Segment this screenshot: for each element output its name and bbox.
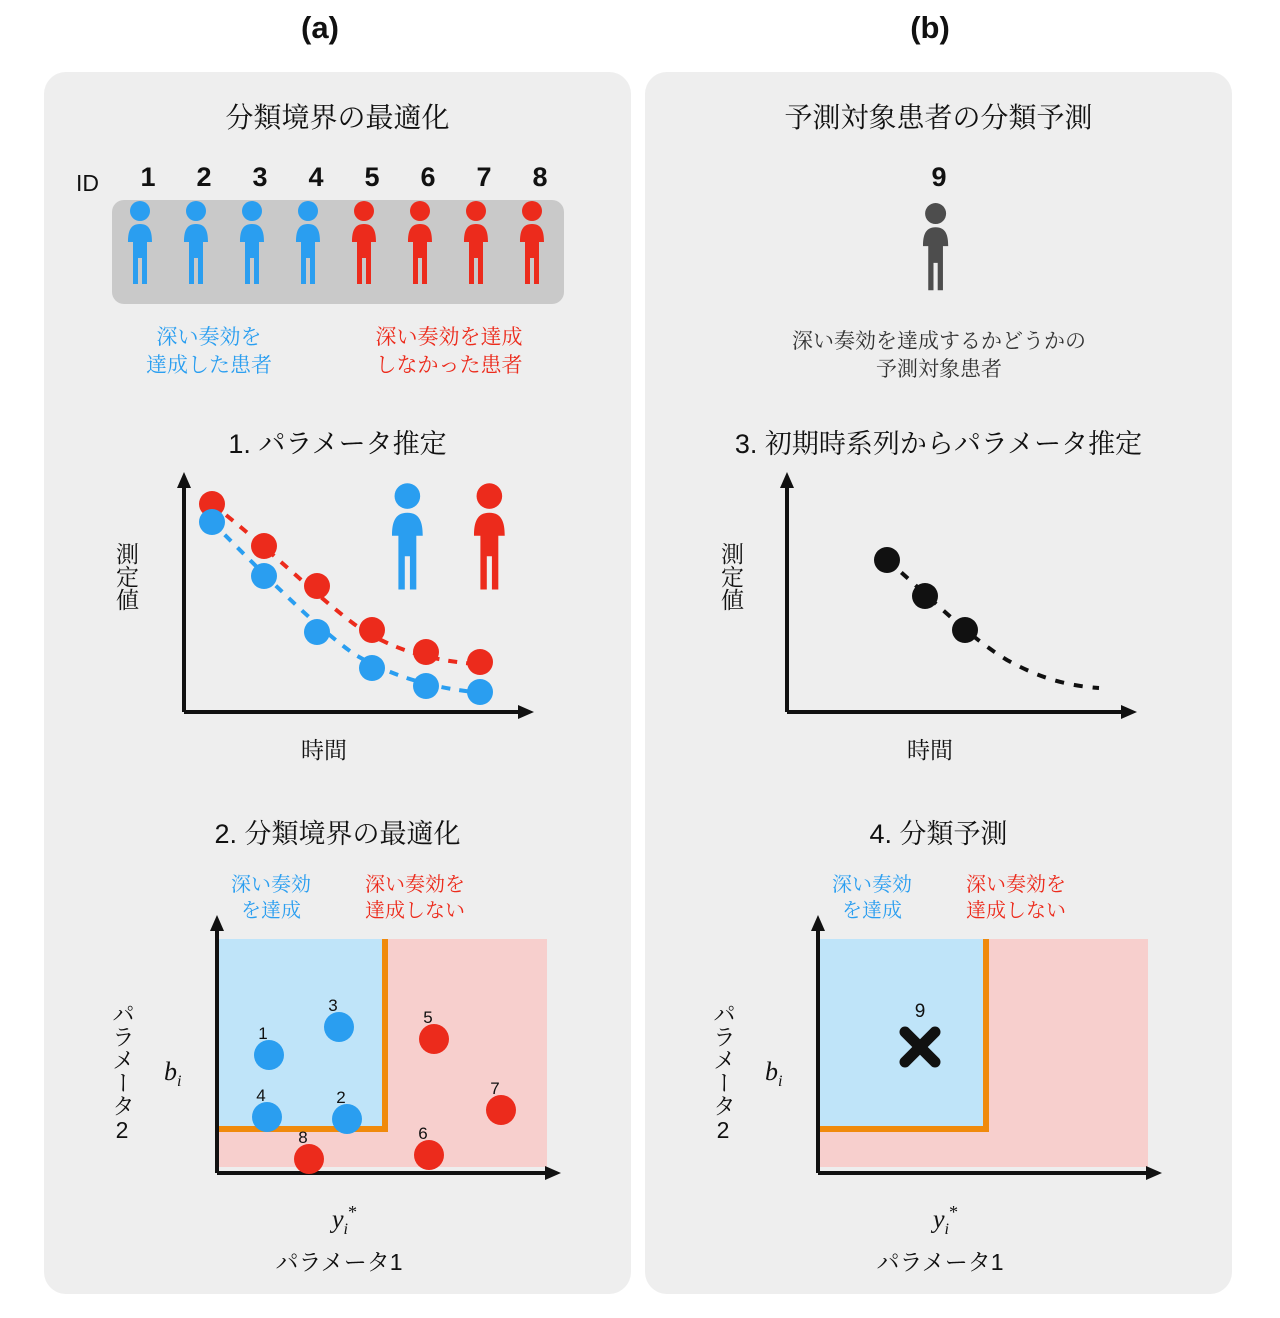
step3-title: 3. 初期時系列からパラメータ推定 <box>734 429 1143 459</box>
step2-title: 2. 分類境界の最適化 <box>214 819 461 849</box>
step4-legend-red <box>941 872 1091 924</box>
step1-title: 1. パラメータ推定 <box>228 429 447 459</box>
svg-text:1: 1 <box>258 1024 268 1043</box>
svg-text:2: 2 <box>336 1088 346 1107</box>
panel-label-b: (b) <box>910 10 950 45</box>
legend-nonresponder-line2: しなかった患者 <box>375 354 523 378</box>
step2-ylabel-math: $b_i$ <box>164 1057 182 1091</box>
legend-nonresponder-line1: 深い奏効を達成 <box>375 326 523 349</box>
step3-ylabel: 測定値 <box>718 542 744 611</box>
legend-prediction-line1: 深い奏効を達成するかどうかの <box>792 330 1086 353</box>
step4-title: 4. 分類予測 <box>869 819 1008 849</box>
step4-legend-blue <box>807 872 937 924</box>
cohort-id-4: 4 <box>308 162 324 192</box>
panel-b-title: 予測対象患者の分類予測 <box>784 102 1093 133</box>
cohort-id-9: 9 <box>931 162 947 192</box>
step1-ylabel: 測定値 <box>113 542 139 611</box>
panel-a-title: 分類境界の最適化 <box>225 102 450 133</box>
svg-text:4: 4 <box>256 1086 266 1105</box>
step2-legend-red-line2: 達成しない <box>365 900 465 922</box>
svg-text:9: 9 <box>914 1001 926 1022</box>
step4-xlabel: パラメータ1 <box>876 1249 1004 1275</box>
panel-label-a: (a) <box>301 10 339 45</box>
svg-text:3: 3 <box>328 996 338 1015</box>
step3-chart <box>757 464 1157 734</box>
step4-legend-blue-line2: を達成 <box>842 900 902 922</box>
step1-xlabel: 時間 <box>301 737 347 763</box>
cohort-id-label: ID <box>76 170 99 196</box>
step2-legend-red-line1: 深い奏効を <box>365 874 465 896</box>
step2-chart <box>199 927 579 1197</box>
legend-prediction-line2: 予測対象患者 <box>876 358 1002 382</box>
svg-text:7: 7 <box>490 1079 500 1098</box>
step2-legend-red <box>340 872 490 924</box>
cohort-people-group <box>110 194 568 306</box>
cohort-id-8: 8 <box>532 162 548 192</box>
svg-text:6: 6 <box>418 1124 428 1143</box>
legend-responder-line1: 深い奏効を <box>156 326 262 349</box>
legend-nonresponder <box>334 324 564 381</box>
step4-chart <box>800 927 1180 1197</box>
cohort-id-6: 6 <box>420 162 436 192</box>
step2-legend-blue-line1: 深い奏効 <box>231 874 311 896</box>
cohort-id-2: 2 <box>196 162 212 192</box>
step2-xlabel: パラメータ1 <box>275 1249 403 1275</box>
legend-responder-line2: 達成した患者 <box>146 354 272 378</box>
step4-ylabel: パラメータ2 <box>710 1002 736 1143</box>
step4-legend-red-line2: 達成しない <box>966 900 1066 922</box>
cohort-id-1: 1 <box>140 162 156 192</box>
step4-xlabel-math: $y_i^*$ <box>933 1202 959 1238</box>
step3-xlabel: 時間 <box>907 737 953 763</box>
step2-legend-blue-line2: を達成 <box>241 900 301 922</box>
cohort-id-7: 7 <box>476 162 492 192</box>
svg-text:8: 8 <box>298 1128 308 1147</box>
legend-responder <box>114 324 304 381</box>
cohort-id-3: 3 <box>252 162 268 192</box>
step2-legend-blue <box>206 872 336 924</box>
panel-b <box>645 72 1232 1294</box>
step4-legend-blue-line1: 深い奏効 <box>832 874 912 896</box>
step4-ylabel-math: $b_i$ <box>765 1057 783 1091</box>
step2-xlabel-math: $y_i^*$ <box>332 1202 358 1238</box>
svg-text:5: 5 <box>423 1008 433 1027</box>
step4-legend-red-line1: 深い奏効を <box>966 874 1066 896</box>
panel-a <box>44 72 631 1294</box>
legend-prediction-target <box>689 328 1189 385</box>
prediction-person <box>913 198 973 298</box>
step2-ylabel: パラメータ2 <box>109 1002 135 1143</box>
step1-chart <box>154 464 554 734</box>
cohort-id-5: 5 <box>364 162 380 192</box>
